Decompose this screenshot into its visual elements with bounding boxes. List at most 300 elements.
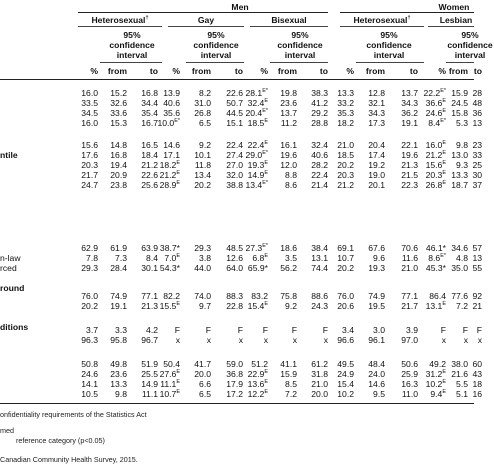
- table-cell: 36.8: [226, 369, 243, 379]
- table-cell: $8.6^{E*}$: [428, 253, 446, 263]
- table-cell: 38.4: [311, 243, 328, 253]
- table-cell: 16: [472, 389, 482, 399]
- table-cell: 13.0: [451, 150, 468, 160]
- table-cell: 24.5: [451, 98, 468, 108]
- table-cell: 38.7*: [159, 243, 180, 253]
- table-cell: 15.2: [110, 88, 127, 98]
- table-row: [0, 160, 482, 170]
- table-cell: $27.6^E$: [159, 369, 180, 379]
- row-label: ditions: [0, 322, 29, 332]
- table-cell: 8.8: [285, 170, 297, 180]
- table-cell: 96.1: [368, 335, 385, 345]
- table-cell: 35.0: [451, 263, 468, 273]
- table-cell: F: [205, 325, 211, 335]
- table-row: [0, 335, 482, 345]
- table-cell: 34.5: [81, 108, 98, 118]
- table-row: [0, 243, 482, 253]
- table-cell: 86.4: [429, 291, 446, 301]
- rule-ci2: [270, 62, 328, 63]
- table-cell: 6.5: [199, 118, 211, 128]
- table-cell: $20.3^E$: [425, 170, 446, 180]
- table-cell: 24.9: [337, 369, 354, 379]
- table-cell: $21.2^E$: [425, 150, 446, 160]
- table-cell: $22.9^E$: [247, 369, 268, 379]
- table-cell: 18.5: [337, 150, 354, 160]
- table-cell: 57: [472, 243, 482, 253]
- table-cell: 4.2: [146, 325, 158, 335]
- table-row: [0, 389, 482, 399]
- table-cell: 22.8: [226, 301, 243, 311]
- table-cell: 83.2: [251, 291, 268, 301]
- table-cell: 36.2: [401, 108, 418, 118]
- table-cell: 14.8: [110, 140, 127, 150]
- table-cell: $31.2^E$: [425, 369, 446, 379]
- table-cell: 3.9: [406, 325, 418, 335]
- group-header-2: Bisexual: [271, 15, 307, 25]
- table-cell: 76.0: [81, 291, 98, 301]
- table-cell: 10.1: [194, 150, 211, 160]
- table-cell: 19.2: [368, 160, 385, 170]
- table-cell: 16.5: [141, 140, 158, 150]
- table-cell: x: [323, 335, 328, 345]
- table-cell: 50.8: [81, 359, 98, 369]
- table-cell: 9.3: [456, 160, 468, 170]
- rule-ci0: [100, 62, 162, 63]
- table-cell: 21.2: [337, 180, 354, 190]
- table-cell: 13: [472, 253, 482, 263]
- table-cell: 21.3: [141, 301, 158, 311]
- table-cell: 33.5: [81, 98, 98, 108]
- table-cell: $10.2^E$: [425, 379, 446, 389]
- table-row: [0, 170, 482, 180]
- table-cell: 97.0: [401, 335, 418, 345]
- table-cell: F: [462, 325, 468, 335]
- group-header-0: Heterosexual†: [91, 15, 149, 25]
- table-cell: 74.9: [368, 291, 385, 301]
- table-row: [0, 301, 482, 311]
- table-cell: 50.6: [401, 359, 418, 369]
- table-cell: $9.4^E$: [430, 389, 446, 399]
- table-cell: 34.6: [451, 243, 468, 253]
- table-cell: 8.5: [285, 379, 297, 389]
- table-cell: 74.0: [194, 291, 211, 301]
- table-cell: $32.4^E$: [247, 98, 268, 108]
- table-cell: F: [174, 325, 180, 335]
- group-header-4: Lesbian: [439, 15, 473, 25]
- table-cell: $13.1^E$: [425, 301, 446, 311]
- table-cell: 21.3: [401, 160, 418, 170]
- table-cell: $12.2^E$: [247, 389, 268, 399]
- table-cell: 36: [472, 108, 482, 118]
- rule-g1: [168, 26, 244, 27]
- subheader-col_from: from: [448, 66, 468, 76]
- table-row: [0, 150, 482, 160]
- table-cell: 12.6: [226, 253, 243, 263]
- table-cell: F: [440, 325, 446, 335]
- table-cell: 22.3: [401, 180, 418, 190]
- table-cell: 3.7: [86, 325, 98, 335]
- table-cell: x: [263, 335, 268, 345]
- table-cell: 20.2: [194, 180, 211, 190]
- table-cell: 21.4: [311, 180, 328, 190]
- table-cell: 32.4: [311, 140, 328, 150]
- table-cell: 3.3: [115, 325, 127, 335]
- ci-header-2: 95% confidence interval: [277, 30, 323, 60]
- table-cell: 77.1: [141, 291, 158, 301]
- table-cell: 49.8: [110, 359, 127, 369]
- table-cell: 19.3: [368, 263, 385, 273]
- table-cell: 5.5: [456, 379, 468, 389]
- table-cell: $15.5^E$: [159, 301, 180, 311]
- table-cell: 46.1*: [425, 243, 446, 253]
- table-cell: 16.8: [110, 150, 127, 160]
- table-cell: 18.2: [337, 118, 354, 128]
- rule-header-bottom: [0, 79, 474, 80]
- subheader-col_from: from: [365, 66, 385, 76]
- table-cell: 4.8: [456, 253, 468, 263]
- table-cell: 60: [472, 359, 482, 369]
- table-cell: 16.3: [401, 379, 418, 389]
- table-cell: 7.2: [285, 389, 297, 399]
- table-cell: 20.2: [81, 301, 98, 311]
- table-cell: 18.7: [451, 180, 468, 190]
- table-cell: 38.8: [226, 180, 243, 190]
- table-cell: 12.0: [280, 160, 297, 170]
- footnote-1: med: [0, 426, 14, 435]
- table-cell: 19.6: [401, 150, 418, 160]
- table-cell: 18.6: [280, 243, 297, 253]
- table-cell: 15.9: [451, 88, 468, 98]
- table-cell: 17.3: [368, 118, 385, 128]
- table-cell: 34.4: [141, 98, 158, 108]
- table-cell: 88.3: [226, 291, 243, 301]
- footnote-0: onfidentiality requirements of the Statistics Act: [0, 410, 147, 419]
- table-cell: 48: [472, 98, 482, 108]
- table-row: [0, 379, 482, 389]
- table-row: [0, 118, 482, 128]
- group-header-1: Gay: [197, 15, 215, 25]
- table-cell: 27.4: [226, 150, 243, 160]
- table-cell: 7.8: [86, 253, 98, 263]
- table-cell: 61.2: [311, 359, 328, 369]
- table-cell: 50.7: [226, 98, 243, 108]
- table-cell: 11.2: [280, 118, 297, 128]
- table-cell: 96.6: [337, 335, 354, 345]
- table-cell: 16.7: [141, 118, 158, 128]
- table-cell: $19.3^E$: [247, 160, 268, 170]
- table-cell: $27.3^{E*}$: [245, 243, 268, 253]
- table-cell: 23.8: [110, 180, 127, 190]
- table-cell: 16.1: [280, 140, 297, 150]
- table-cell: 15.3: [110, 118, 127, 128]
- table-cell: x: [206, 335, 211, 345]
- table-cell: 6.6: [199, 379, 211, 389]
- table-cell: 20.9: [110, 170, 127, 180]
- table-cell: $28.1^{E*}$: [245, 88, 268, 98]
- table-cell: 75.8: [280, 291, 297, 301]
- table-cell: 74.4: [311, 263, 328, 273]
- table-row: [0, 369, 482, 379]
- table-cell: 20.0: [194, 369, 211, 379]
- table-cell: 9.6: [373, 253, 385, 263]
- table-cell: 41.2: [311, 98, 328, 108]
- table-cell: 29.2: [311, 108, 328, 118]
- table-cell: 12.8: [368, 88, 385, 98]
- table-cell: $10.0^{E*}$: [157, 118, 180, 128]
- table-cell: 13.3: [110, 379, 127, 389]
- table-cell: 28: [472, 88, 482, 98]
- table-cell: 29.3: [194, 243, 211, 253]
- table-cell: 21: [472, 301, 482, 311]
- table-cell: 13: [472, 118, 482, 128]
- table-cell: 48.4: [368, 359, 385, 369]
- table-cell: 16.8: [141, 88, 158, 98]
- table-cell: 22.1: [401, 140, 418, 150]
- table-cell: 77.1: [401, 291, 418, 301]
- table-cell: 22.6: [226, 88, 243, 98]
- table-cell: 33.6: [110, 108, 127, 118]
- rule-ci1: [186, 62, 244, 63]
- table-cell: $28.9^E$: [159, 180, 180, 190]
- table-cell: 19.0: [368, 170, 385, 180]
- table-cell: 96.7: [141, 335, 158, 345]
- table-cell: F: [237, 325, 243, 335]
- table-cell: 40.6: [311, 150, 328, 160]
- group-header-3: Heterosexual†: [353, 15, 411, 25]
- table-cell: F: [291, 325, 297, 335]
- table-cell: 11.1: [141, 389, 158, 399]
- header-men: Men: [231, 2, 249, 12]
- table-cell: 88.6: [311, 291, 328, 301]
- table-cell: 32.0: [226, 170, 243, 180]
- table-cell: 19.1: [110, 301, 127, 311]
- table-cell: 13.7: [280, 108, 297, 118]
- table-cell: 13.1: [311, 253, 328, 263]
- table-cell: F: [262, 325, 268, 335]
- table-cell: 9.5: [373, 389, 385, 399]
- table-cell: 40.6: [163, 98, 180, 108]
- table-cell: 8.6: [285, 180, 297, 190]
- table-cell: 18.4: [141, 150, 158, 160]
- subheader-col_pct: %: [438, 66, 446, 76]
- table-cell: 41.7: [194, 359, 211, 369]
- table-cell: x: [175, 335, 180, 345]
- table-cell: 20.0: [311, 389, 328, 399]
- table-cell: $20.4^{E*}$: [245, 108, 268, 118]
- table-row: [0, 359, 482, 369]
- table-cell: 15.6: [81, 140, 98, 150]
- table-cell: 15.9: [280, 369, 297, 379]
- table-cell: x: [441, 335, 446, 345]
- table-cell: 17.2: [226, 389, 243, 399]
- rule-g0: [78, 26, 162, 27]
- table-cell: 24.3: [311, 301, 328, 311]
- table-cell: 22.4: [226, 140, 243, 150]
- table-cell: 20.2: [337, 160, 354, 170]
- table-cell: 19.4: [110, 160, 127, 170]
- table-cell: 9.8: [456, 140, 468, 150]
- rule-women: [340, 12, 474, 13]
- row-label: ntile: [0, 150, 18, 160]
- table-cell: 69.1: [337, 243, 354, 253]
- table-cell: 7.2: [456, 301, 468, 311]
- table-cell: 3.5: [285, 253, 297, 263]
- table-cell: 32.6: [110, 98, 127, 108]
- subheader-col_to: to: [409, 66, 418, 76]
- footnote-2: reference category (p<0.05): [16, 436, 105, 445]
- table-cell: 41.1: [280, 359, 297, 369]
- table-cell: $11.1^E$: [160, 379, 180, 389]
- ci-header-1: 95% confidence interval: [193, 30, 239, 60]
- table-cell: 33: [472, 150, 482, 160]
- subheader-col_to: to: [234, 66, 243, 76]
- table-cell: 44.5: [226, 108, 243, 118]
- subheader-col_to: to: [473, 66, 482, 76]
- table-row: [0, 88, 482, 98]
- table-cell: $14.9^E$: [247, 170, 268, 180]
- table-cell: 22.6: [141, 170, 158, 180]
- table-cell: 26.8: [194, 108, 211, 118]
- ci-header-3: 95% confidence interval: [366, 30, 412, 60]
- table-cell: 20.6: [337, 301, 354, 311]
- table-cell: 11.8: [194, 160, 211, 170]
- table-cell: 28.2: [311, 160, 328, 170]
- table-cell: 45.3*: [425, 263, 446, 273]
- table-cell: 10.2: [337, 389, 354, 399]
- table-cell: 20.1: [368, 180, 385, 190]
- table-cell: 17.4: [368, 150, 385, 160]
- rule-ci3: [356, 62, 424, 63]
- table-cell: 51.2: [251, 359, 268, 369]
- table-cell: 9.2: [199, 140, 211, 150]
- table-cell: 18: [472, 379, 482, 389]
- table-cell: 70.6: [401, 243, 418, 253]
- table-cell: 43: [472, 369, 482, 379]
- subheader-col_pct: %: [172, 66, 180, 76]
- table-cell: 20.2: [337, 263, 354, 273]
- table-cell: F: [322, 325, 328, 335]
- table-row: [0, 180, 482, 190]
- table-cell: F: [476, 325, 482, 335]
- table-cell: 21.5: [401, 170, 418, 180]
- subheader-col_pct: %: [346, 66, 354, 76]
- table-cell: 23.6: [110, 369, 127, 379]
- table-cell: 21.0: [401, 263, 418, 273]
- subheader-col_from: from: [277, 66, 297, 76]
- row-label: round: [0, 283, 25, 293]
- table-cell: 10.5: [81, 389, 98, 399]
- column-subheaders: [0, 66, 482, 76]
- table-cell: 11.0: [401, 389, 418, 399]
- table-cell: 21.2: [141, 160, 158, 170]
- rule-g3: [340, 26, 424, 27]
- subheader-col_from: from: [191, 66, 211, 76]
- table-cell: 28.4: [110, 263, 127, 273]
- table-cell: $13.6^E$: [247, 379, 268, 389]
- table-cell: 24.0: [368, 369, 385, 379]
- table-cell: 22.4: [311, 170, 328, 180]
- table-cell: 15.1: [226, 118, 243, 128]
- table-cell: $16.0^E$: [425, 140, 446, 150]
- table-cell: $21.2^E$: [159, 170, 180, 180]
- table-cell: 19.6: [280, 150, 297, 160]
- table-cell: 96.3: [81, 335, 98, 345]
- table-cell: 23.6: [280, 98, 297, 108]
- table-cell: $22.4^E$: [247, 140, 268, 150]
- table-cell: 29.3: [81, 263, 98, 273]
- table-cell: 5.1: [456, 389, 468, 399]
- table-cell: 8.2: [199, 88, 211, 98]
- table-cell: $22.2^{E*}$: [423, 88, 446, 98]
- table-cell: 9.7: [199, 301, 211, 311]
- table-cell: 13.4: [194, 170, 211, 180]
- subheader-col_pct: %: [260, 66, 268, 76]
- table-cell: 24.7: [81, 180, 98, 190]
- table-cell: $8.4^{E*}$: [428, 118, 446, 128]
- table-cell: 51.9: [141, 359, 158, 369]
- table-cell: 21.6: [451, 369, 468, 379]
- table-cell: 11.6: [401, 253, 418, 263]
- table-cell: 8.4: [146, 253, 158, 263]
- table-cell: 3.4: [342, 325, 354, 335]
- table-cell: 54.3*: [159, 263, 180, 273]
- table-cell: 25: [472, 160, 482, 170]
- table-cell: 49.5: [337, 359, 354, 369]
- table-cell: 19.8: [280, 88, 297, 98]
- table-cell: 9.2: [285, 301, 297, 311]
- row-label: rced: [0, 263, 17, 273]
- table-cell: 16.0: [81, 88, 98, 98]
- rule-g2: [250, 26, 328, 27]
- table-cell: 77.6: [451, 291, 468, 301]
- table-cell: 62.9: [81, 243, 98, 253]
- table-cell: 27.0: [226, 160, 243, 170]
- table-cell: 19.5: [368, 301, 385, 311]
- table-cell: x: [477, 335, 482, 345]
- table-cell: $13.4^{E*}$: [245, 180, 268, 190]
- table-cell: 13.3: [451, 170, 468, 180]
- subheader-col_pct: %: [90, 66, 98, 76]
- table-row: [0, 253, 482, 263]
- table-cell: $26.8^E$: [425, 180, 446, 190]
- table-cell: 76.0: [337, 291, 354, 301]
- ci-header-4: 95% confidence interval: [447, 30, 493, 60]
- table-cell: 25.5: [141, 369, 158, 379]
- table-cell: 31.0: [194, 98, 211, 108]
- table-cell: 35.4: [141, 108, 158, 118]
- table-cell: 50.4: [163, 359, 180, 369]
- table-cell: 56.2: [280, 263, 297, 273]
- table-cell: 31.8: [311, 369, 328, 379]
- table-cell: $18.2^E$: [159, 160, 180, 170]
- table-cell: 33.2: [337, 98, 354, 108]
- table-row: [0, 325, 482, 335]
- subheader-col_to: to: [149, 66, 158, 76]
- rule-g4: [428, 26, 474, 27]
- table-cell: 13.3: [337, 88, 354, 98]
- table-cell: 44.0: [194, 263, 211, 273]
- table-cell: 14.6: [368, 379, 385, 389]
- table-cell: $6.8^E$: [252, 253, 268, 263]
- table-cell: 30.1: [141, 263, 158, 273]
- subheader-col_from: from: [107, 66, 127, 76]
- table-row: [0, 263, 482, 273]
- table-cell: 25.9: [401, 369, 418, 379]
- table-cell: 20.3: [337, 170, 354, 180]
- ci-header-0: 95% confidence interval: [109, 30, 155, 60]
- table-cell: 74.9: [110, 291, 127, 301]
- table-cell: 21.7: [81, 170, 98, 180]
